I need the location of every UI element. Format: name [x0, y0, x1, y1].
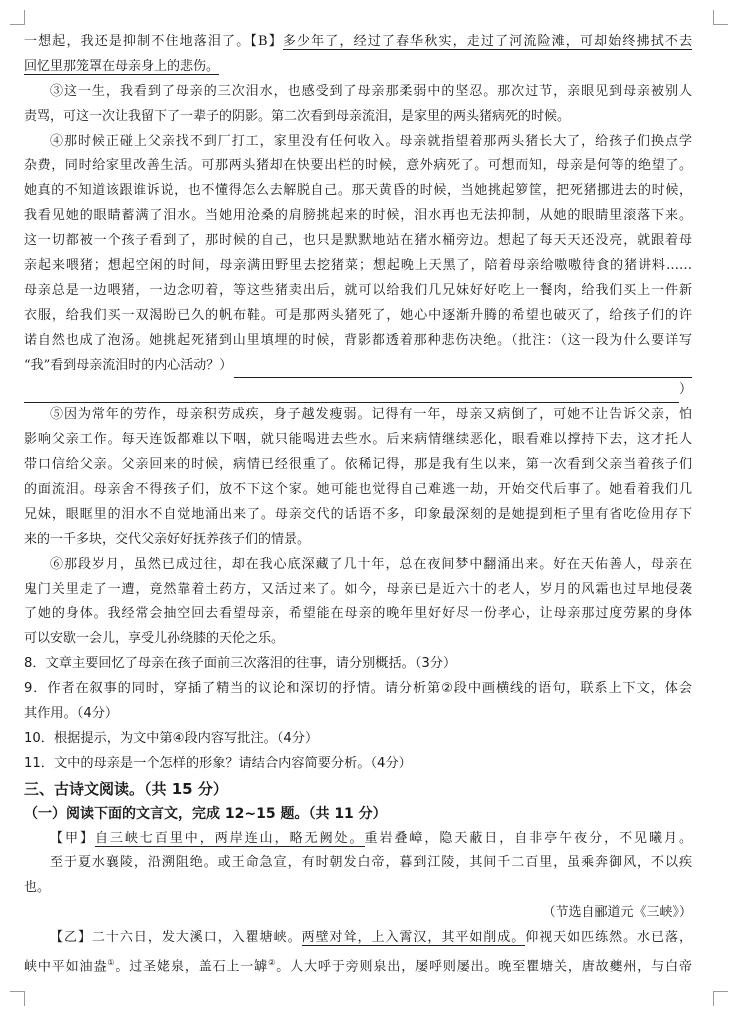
- question-9: 9．作者在叙事的同时，穿插了精当的议论和深切的抒情。请分析第②段中画横线的语句，联系上下文，体会: [24, 681, 692, 697]
- answer-blank[interactable]: [234, 360, 692, 378]
- paragraph-4-line: 衣服，给我们买一双渴盼已久的帆布鞋。可是那两头猪死了，她心中逐渐升腾的希望也破灭了，给孩子们的许: [24, 307, 692, 323]
- answer-blank[interactable]: [24, 385, 679, 403]
- text-jia-line: 也。: [24, 880, 51, 896]
- paragraph-6-line: 鬼门关里走了一遭，竟然靠着土药方，又活过来了。如今，母亲已是近六十的老人，岁月的风霜也过早地侵袭: [24, 581, 692, 597]
- section-3-title: 三、古诗文阅读。（共 15 分）: [24, 779, 228, 798]
- question-10: 10．根据提示，为文中第④段内容写批注。（4分）: [24, 730, 319, 746]
- crop-mark-bottom-left: [10, 991, 25, 1006]
- paragraph-5-line: 兄妹，眼眶里的泪水不自觉地涌出来了。母亲交代的话语不多，印象最深刻的是她提到柜子里有省吃俭用存下: [24, 506, 692, 522]
- passage-line: [24, 55, 692, 80]
- source-citation: （节选自郦道元《三峡》）: [542, 905, 692, 921]
- crop-mark-top-left: [10, 10, 25, 25]
- question-8: 8．文章主要回忆了母亲在孩子面前三次落泪的往事，请分别概括。（3分）: [24, 656, 457, 672]
- text-yi-line: 【乙】二十六日，发大溪口，入瞿塘峡。两壁对耸，上入霄汉，其平如削成。仰视天如匹练然。水已落，: [50, 930, 692, 946]
- paragraph-4-line: 亲起来喂猪；想起空闲的时间，母亲满田野里去挖猪菜；想起晚上天黑了，陪着母亲给嗷嗷待食的猪讲料……: [24, 258, 692, 274]
- paragraph-5-line: 影响父亲工作。每天连饭都难以下咽，就只能喝进去些水。后来病情继续恶化，眼看难以撑持下去，这才托人: [24, 432, 692, 448]
- paragraph-5-line: 的面流泪。母亲舍不得孩子们，放不下这个家。她可能也觉得自己难逃一劫，开始交代后事了。她看着我们几: [24, 482, 692, 498]
- exam-page: [24, 30, 692, 976]
- paragraph-4-line: 她真的不知道该跟谁诉说，也不懂得怎么去解脱自己。那天黄昏的时候，当她挑起箩筐，把死猪挪进去的时候，: [24, 183, 692, 199]
- underlined-sentence: 两壁对耸，上入霄汉，其平如削成。: [301, 930, 526, 946]
- paragraph-4-line: 这一切都被一个孩子看到了，那时候的自己，也只是默默地站在猪水桶旁边。想起了每天天还没亮，就跟着母: [24, 233, 692, 249]
- paragraph-5-line: ⑤因为常年的劳作，母亲积劳成疾，身子越发瘦弱。记得有一年，母亲又病倒了，可她不让告诉父亲，怕: [50, 407, 692, 423]
- annotation-answer-line: [24, 378, 692, 403]
- paragraph-4-line: 杂费，同时给家里改善生活。可那两头猪却在快要出栏的时候，意外病死了。可想而知，母亲是何等的绝望了。: [24, 158, 692, 174]
- footnote-marker: ②: [268, 957, 277, 967]
- paragraph-6-line: 了她的身体。我经常会抽空回去看望母亲，希望能在母亲的晚年里好好尽一份孝心，让母亲那过度劳累的身体: [24, 606, 692, 622]
- paragraph-5-line: 带口信给父亲。父亲回来的时候，病情已经很重了。依稀记得，那是我有生以来，第一次看到父亲当着孩子们: [24, 457, 692, 473]
- question-11: 11．文中的母亲是一个怎样的形象？请结合内容简要分析。（4分）: [24, 755, 412, 771]
- paragraph-4-line: 诺自然也成了泡汤。她挑起死猪到山里填埋的时候，背影都透着那种悲伤决绝。（批注：（这一段为什么要详写: [24, 332, 692, 348]
- text-jia-line: 【甲】自三峡七百里中，两岸连山，略无阙处。重岩叠嶂，隐天蔽日，自非亭午夜分，不见曦月。: [50, 830, 692, 846]
- text-jia-line: 至于夏水襄陵，沿溯阻绝。或王命急宣，有时朝发白帝，暮到江陵，其间千二百里，虽乘奔御风，不以疾: [50, 855, 692, 871]
- text-yi-line: 峡中平如油盎①。过圣姥泉，盖石上一罅②。人大呼于旁则泉出，屡呼则屡出。晚至瞿塘关，唐故夔州，与白帝: [24, 957, 692, 975]
- paragraph-3-line: 责骂，可这一次让我留下了一辈子的阴影。第二次看到母亲流泪，是家里的两头猪病死的时候。: [24, 108, 571, 124]
- paragraph-6-line: 可以安歇一会儿，享受儿孙绕膝的天伦之乐。: [24, 631, 285, 647]
- question-9-cont: 其作用。（4分）: [24, 706, 119, 722]
- paragraph-3-line: ③这一生，我看到了母亲的三次泪水，也感受到了母亲那柔弱中的坚忍。那次过节，亲眼见到母亲被别人: [50, 83, 692, 99]
- crop-mark-top-right: [713, 10, 728, 25]
- closing-paren: ）: [678, 382, 692, 398]
- underlined-sentence: 自三峡七百里中，两岸连山，略无阙处。: [94, 830, 365, 846]
- crop-mark-bottom-right: [713, 991, 728, 1006]
- subsection-1-title: （一）阅读下面的文言文，完成 12~15 题。（共 11 分）: [24, 805, 387, 822]
- passage-line: 一想起，我还是抑制不住地落泪了。【B】多少年了，经过了春华秋实，走过了河流险滩，可却始终拂拭不去: [24, 34, 692, 49]
- paragraph-4-line: 我看见她的眼睛蓄满了泪水。当她用沧桑的肩膀挑起来的时候，泪水再也无法抑制，从她的眼睛里滚落下来。: [24, 208, 692, 224]
- paragraph-5-line: 来的一千多块，交代父亲好好抚养孩子们的情景。: [24, 531, 311, 547]
- paragraph-6-line: ⑥那段岁月，虽然已成过往，却在我心底深藏了几十年，总在夜间梦中翻涌出来。好在天佑善人，母亲在: [50, 556, 692, 572]
- underlined-sentence: 多少年了，经过了春华秋实，走过了河流险滩，可却始终拂拭不去: [282, 34, 692, 49]
- annotation-prompt-line: “我”看到母亲流泪时的内心活动？）: [24, 354, 692, 379]
- paragraph-4-line: 母亲总是一边喂猪，一边念叨着，等这些猪卖出后，就可以给我们几兄妹好好吃上一餐肉，给我们买上一件新: [24, 282, 692, 298]
- paragraph-4-line: ④那时候正碰上父亲找不到厂打工，家里没有任何收入。母亲就指望着那两头猪长大了，给孩子们换点学: [50, 133, 692, 149]
- underlined-sentence: 回忆里那笼罩在母亲身上的悲伤。: [24, 58, 220, 74]
- footnote-marker: ①: [107, 957, 116, 967]
